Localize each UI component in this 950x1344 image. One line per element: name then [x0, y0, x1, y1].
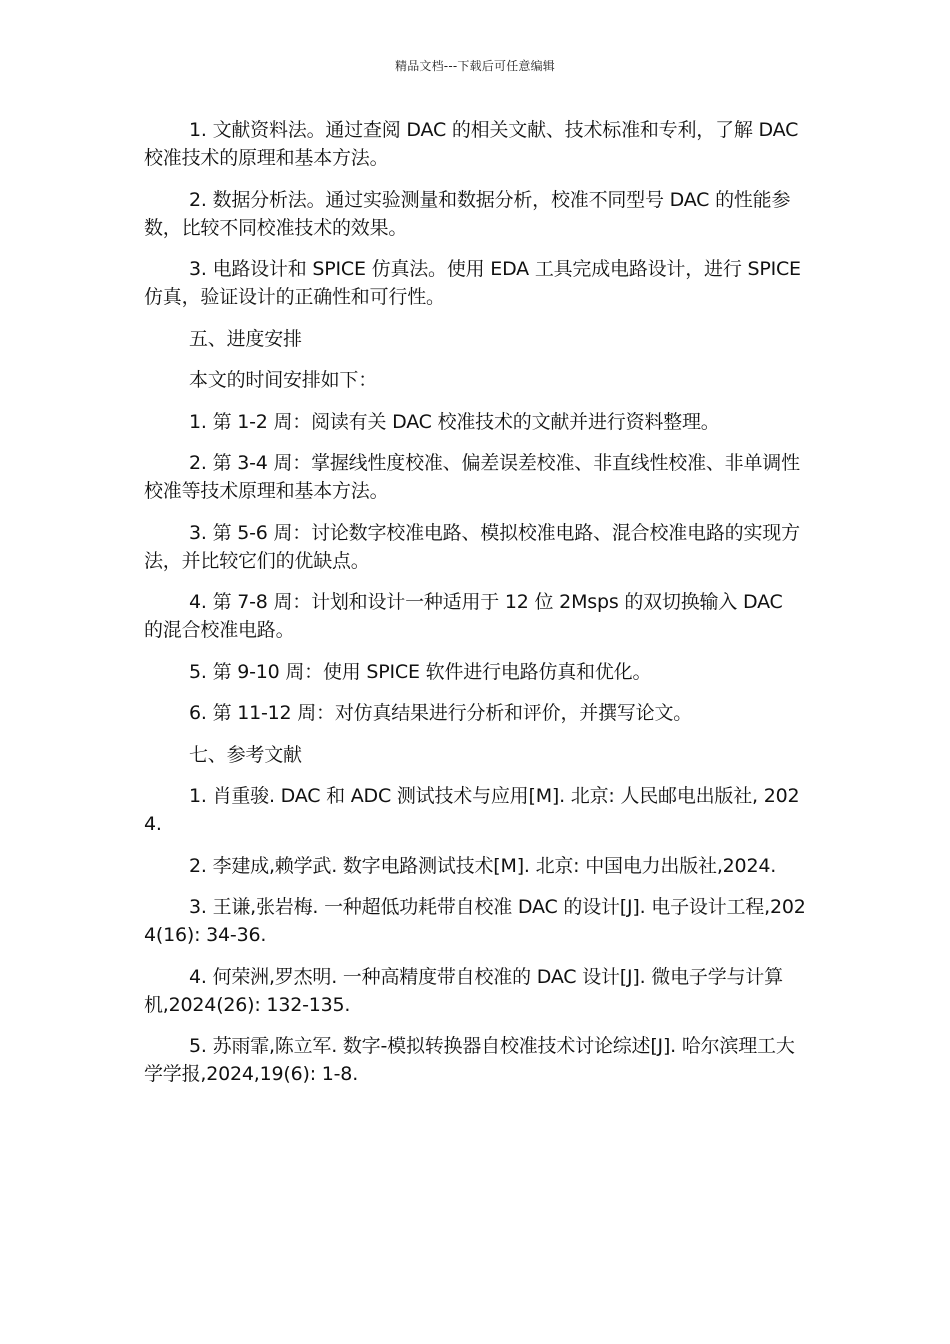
schedule-item: 1. 第 1-2 周：阅读有关 DAC 校准技术的文献并进行资料整理。 [189, 410, 720, 433]
document-body [144, 116, 806, 1102]
schedule-item: 6. 第 11-12 周：对仿真结果进行分析和评价，并撰写论文。 [189, 702, 693, 724]
page-header: 精品文档---下载后可任意编辑 [395, 59, 555, 73]
method-data-analysis: 2. 数据分析法。通过实验测量和数据分析，校准不同型号 DAC 的性能参数，比较不同校准技术的效果。 [144, 188, 791, 239]
section-heading-schedule: 五、进度安排 [189, 327, 302, 350]
schedule-intro: 本文的时间安排如下： [189, 369, 378, 391]
reference-item: 1. 肖重骏. DAC 和 ADC 测试技术与应用[M]. 北京: 人民邮电出版社, 2024. [144, 785, 800, 835]
method-literature: 1. 文献资料法。通过查阅 DAC 的相关文献、技术标准和专利，了解 DAC 校准技术的原理和基本方法。 [144, 119, 799, 169]
reference-item: 5. 苏雨霏,陈立军. 数字-模拟转换器自校准技术讨论综述[J]. 哈尔滨理工大学学报,2024,19(6): 1-8. [144, 1035, 795, 1085]
schedule-item: 4. 第 7-8 周：计划和设计一种适用于 12 位 2Msps 的双切换输入 DAC 的混合校准电路。 [144, 591, 783, 641]
reference-item: 3. 王谦,张岩梅. 一种超低功耗带自校准 DAC 的设计[J]. 电子设计工程,2024(16): 34-36. [144, 896, 806, 946]
schedule-item: 3. 第 5-6 周：讨论数字校准电路、模拟校准电路、混合校准电路的实现方法，并比较它们的优缺点。 [144, 521, 800, 572]
reference-item: 4. 何荣洲,罗杰明. 一种高精度带自校准的 DAC 设计[J]. 微电子学与计算机,2024(26): 132-135. [144, 965, 783, 1016]
method-circuit-design: 3. 电路设计和 SPICE 仿真法。使用 EDA 工具完成电路设计，进行 SPICE 仿真，验证设计的正确性和可行性。 [144, 258, 801, 308]
schedule-item: 5. 第 9-10 周：使用 SPICE 软件进行电路仿真和优化。 [189, 660, 652, 683]
section-heading-references: 七、参考文献 [189, 743, 302, 766]
reference-item: 2. 李建成,赖学武. 数字电路测试技术[M]. 北京: 中国电力出版社,2024. [189, 854, 777, 877]
schedule-item: 2. 第 3-4 周：掌握线性度校准、偏差误差校准、非直线性校准、非单调性校准等技术原理和基本方法。 [144, 452, 800, 502]
